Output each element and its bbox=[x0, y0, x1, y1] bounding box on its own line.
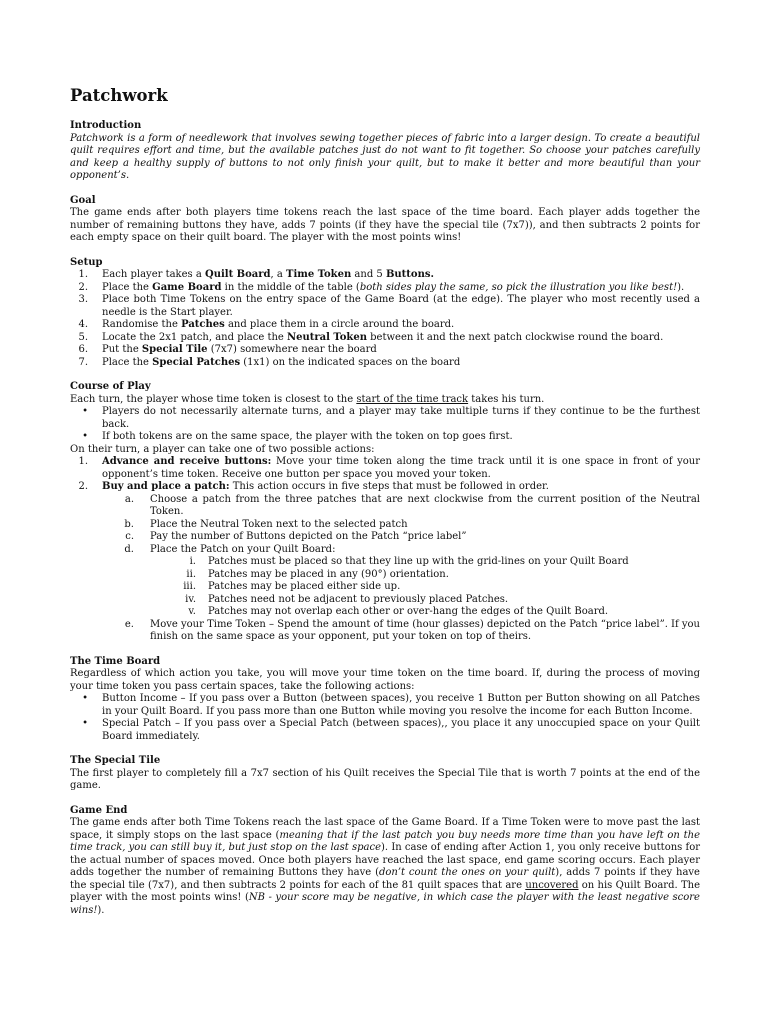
bullet-item bbox=[70, 431, 700, 444]
intro-game-name: Patchwork bbox=[70, 132, 124, 144]
list-text: Pay the number of Buttons depicted on the Patch “price label” bbox=[150, 531, 467, 542]
course-intro: Each turn, the player whose time token is closest to the start of the time track takes his turn. bbox=[70, 393, 545, 405]
time-board-text: Regardless of which action you take, you will move your time token on the time board. If, during the process of moving your time token you pass certain spaces, take the following actions: bbox=[70, 668, 700, 692]
list-number: 5. bbox=[78, 331, 88, 343]
bullet-marker: • bbox=[82, 693, 88, 704]
bullet-text: If both tokens are on the same space, the player with the token on top goes first. bbox=[102, 431, 513, 442]
section-goal bbox=[70, 195, 700, 245]
step-item bbox=[70, 544, 700, 557]
list-number: 3. bbox=[78, 294, 88, 305]
heading-time-board: The Time Board bbox=[70, 655, 161, 667]
list-text: Move your Time Token – Spend the amount of time (hour glasses) depicted on the Patch “price label”. If you finish on the same space as your opponent, put your token on top of theirs. bbox=[150, 618, 700, 642]
bullet-item bbox=[70, 693, 700, 718]
list-text: Patches may be placed in any (90°) orientation. bbox=[208, 568, 449, 580]
list-number: 4. bbox=[78, 319, 88, 330]
substep-item bbox=[70, 556, 700, 569]
list-text: Locate the 2x1 patch, and place the Neutral Token between it and the next patch clockwise round the board. bbox=[102, 331, 664, 343]
list-letter: c. bbox=[125, 531, 134, 542]
list-number: 2. bbox=[78, 281, 88, 293]
list-number: 1. bbox=[78, 456, 88, 467]
list-letter: b. bbox=[124, 518, 134, 530]
actions-intro: On their turn, a player can take one of two possible actions: bbox=[70, 443, 375, 455]
setup-item bbox=[70, 344, 700, 357]
list-text: Patches may not overlap each other or over-hang the edges of the Quilt Board. bbox=[208, 606, 609, 617]
list-roman: iv. bbox=[185, 593, 196, 605]
list-roman: ii. bbox=[186, 568, 196, 580]
list-letter: d. bbox=[124, 543, 134, 555]
substep-item bbox=[70, 606, 700, 619]
setup-item bbox=[70, 269, 700, 282]
heading-game-end: Game End bbox=[70, 804, 128, 816]
setup-item bbox=[70, 332, 700, 345]
step-item bbox=[70, 531, 700, 544]
list-number: 2. bbox=[78, 481, 88, 492]
list-text: Place the Special Patches (1x1) on the indicated spaces on the board bbox=[102, 356, 461, 368]
bullet-marker: • bbox=[82, 431, 88, 442]
heading-course-of-play: Course of Play bbox=[70, 381, 151, 392]
section-special-tile bbox=[70, 755, 700, 793]
step-item bbox=[70, 619, 700, 644]
substep-item bbox=[70, 569, 700, 582]
heading-special-tile: The Special Tile bbox=[70, 755, 161, 766]
substep-item bbox=[70, 594, 700, 607]
intro-body: is a form of needlework that involves sewing together pieces of fabric into a larger design. To create a beautiful quilt requires effort and time, but the available patches just do not want to fit together. So choose your patches carefully and keep a healthy supply of buttons to not only finish your quilt, but to make it better and more beautiful than your opponent’s. bbox=[70, 132, 700, 181]
list-text: Place the Game Board in the middle of the table (both sides play the same, so pick the illustration you like best!). bbox=[102, 281, 685, 293]
list-text: Patches may be placed either side up. bbox=[208, 581, 401, 592]
bullet-marker: • bbox=[82, 406, 88, 417]
list-text: Patches must be placed so that they line up with the grid-lines on your Quilt Board bbox=[208, 556, 629, 567]
step-item bbox=[70, 494, 700, 519]
section-time-board bbox=[70, 656, 700, 744]
section-course-of-play bbox=[70, 381, 700, 644]
list-number: 1. bbox=[78, 269, 88, 280]
section-introduction bbox=[70, 120, 700, 183]
list-roman: v. bbox=[188, 606, 196, 617]
heading-introduction: Introduction bbox=[70, 120, 142, 131]
section-game-end bbox=[70, 805, 700, 918]
section-setup bbox=[70, 257, 700, 370]
page-title: Patchwork bbox=[70, 86, 168, 105]
heading-setup: Setup bbox=[70, 256, 103, 268]
list-text: Place the Neutral Token next to the selected patch bbox=[150, 518, 408, 530]
step-item bbox=[70, 519, 700, 532]
list-roman: iii. bbox=[183, 581, 196, 592]
bullet-item bbox=[70, 406, 700, 431]
bullet-marker: • bbox=[82, 718, 88, 729]
setup-item bbox=[70, 294, 700, 319]
list-text: Each player takes a Quilt Board, a Time Token and 5 Buttons. bbox=[102, 269, 434, 280]
list-text: Advance and receive buttons: Move your time token along the time track until it is one space in front of your opponent’s time token. Receive one button per space you moved your token. bbox=[102, 456, 700, 480]
bullet-text: Special Patch – If you pass over a Special Patch (between spaces),, you place it any unoccupied space on your Quilt Board immediately. bbox=[102, 718, 700, 742]
bullet-item bbox=[70, 718, 700, 743]
action-item bbox=[70, 481, 700, 494]
substep-item bbox=[70, 581, 700, 594]
setup-item bbox=[70, 282, 700, 295]
list-number: 6. bbox=[78, 344, 88, 355]
list-text: Patches need not be adjacent to previously placed Patches. bbox=[208, 593, 509, 605]
game-end-text: The game ends after both Time Tokens reach the last space of the Game Board. If a Time Token were to move past the last space, it simply stops on the last space (meaning that if the last patch you buy needs more time than you have left on the time track, you can still buy it, but just stop on the last space). In case of ending after Action 1, you only receive buttons for the actual number of spaces moved. Once both players have reached the last space, end game scoring occurs. Each player adds together the number of remaining Buttons they have (don’t count the ones on your quilt), adds 7 points if they have the special tile (7x7), and then subtracts 2 points for each of the 81 quilt spaces that are uncovered on his Quilt Board. The player with the most points wins! (NB - your score may be negative, in which case the player with the least negative score wins!). bbox=[70, 817, 701, 916]
list-number: 7. bbox=[78, 356, 88, 368]
action-item bbox=[70, 456, 700, 481]
setup-item bbox=[70, 357, 700, 370]
document-body bbox=[70, 120, 700, 929]
heading-goal: Goal bbox=[70, 194, 96, 206]
introduction-text bbox=[70, 133, 700, 183]
list-roman: i. bbox=[189, 556, 196, 567]
list-text: Buy and place a patch: This action occurs in five steps that must be followed in order. bbox=[102, 481, 549, 492]
list-text: Place the Patch on your Quilt Board: bbox=[150, 543, 336, 555]
list-text: Put the Special Tile (7x7) somewhere near the board bbox=[102, 344, 377, 355]
bullet-text: Button Income – If you pass over a Button (between spaces), you receive 1 Button per Button showing on all Patches in your Quilt Board. If you pass more than one Button while moving you resolve the income for each Button Income. bbox=[102, 693, 700, 717]
goal-text: The game ends after both players time tokens reach the last space of the time board. Each player adds together the number of remaining buttons they have, adds 7 points (if they have the special tile (7x7)), and then subtracts 2 points for each empty space on their quilt board. The player with the most points wins! bbox=[70, 207, 700, 243]
list-letter: a. bbox=[124, 493, 134, 505]
special-tile-text: The first player to completely fill a 7x7 section of his Quilt receives the Special Tile that is worth 7 points at the end of the game. bbox=[70, 767, 700, 791]
setup-item bbox=[70, 319, 700, 332]
list-text: Randomise the Patches and place them in a circle around the board. bbox=[102, 319, 455, 330]
list-letter: e. bbox=[124, 618, 134, 630]
bullet-text: Players do not necessarily alternate turns, and a player may take multiple turns if they continue to be the furthest back. bbox=[102, 406, 700, 430]
list-text: Place both Time Tokens on the entry space of the Game Board (at the edge). The player who most recently used a needle is the Start player. bbox=[102, 294, 700, 318]
list-text: Choose a patch from the three patches that are next clockwise from the current position of the Neutral Token. bbox=[150, 493, 700, 517]
